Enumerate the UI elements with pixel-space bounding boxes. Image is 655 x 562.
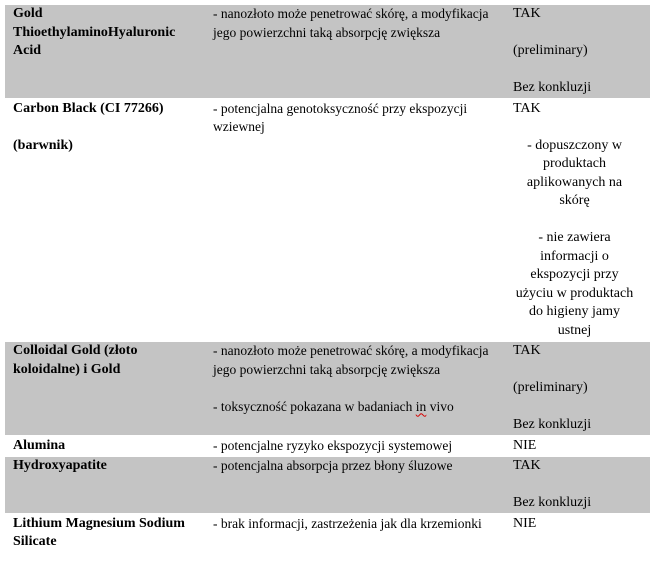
status-qualifier: (preliminary) bbox=[513, 43, 588, 58]
status-qualifier: (preliminary) bbox=[513, 380, 588, 395]
status-value: TAK bbox=[513, 6, 541, 21]
risk-cell bbox=[205, 514, 505, 552]
status-value: NIE bbox=[513, 515, 537, 531]
status-value: NIE bbox=[513, 437, 537, 453]
status-cell bbox=[505, 456, 650, 514]
table-row bbox=[5, 436, 650, 457]
ingredient-cell bbox=[5, 436, 205, 457]
ingredient-name: Hydroxyapatite bbox=[13, 458, 107, 473]
status-cell bbox=[505, 341, 650, 436]
ingredient-cell bbox=[5, 99, 205, 342]
table-row bbox=[5, 5, 650, 99]
ingredient-cell bbox=[5, 5, 205, 99]
status-conclusion: Bez konkluzji bbox=[513, 80, 592, 95]
risk-cell bbox=[205, 436, 505, 457]
risk-cell bbox=[205, 99, 505, 342]
risk-text: - nanozłoto może penetrować skórę, a modyfikacja jego powierzchni taką absorpcję zwiększa bbox=[213, 6, 489, 40]
ingredient-assessment-table bbox=[5, 5, 650, 552]
spellcheck-word: in bbox=[415, 398, 427, 414]
status-cell bbox=[505, 514, 650, 552]
risk-text: - potencjalna genotoksyczność przy ekspozycji wziewnej bbox=[213, 100, 468, 134]
risk-text: - brak informacji, zastrzeżenia jak dla krzemionki bbox=[213, 515, 482, 531]
table-row bbox=[5, 514, 650, 552]
risk-cell bbox=[205, 5, 505, 99]
status-cell bbox=[505, 436, 650, 457]
table-row bbox=[5, 456, 650, 514]
table-row bbox=[5, 341, 650, 436]
risk-text bbox=[213, 398, 497, 417]
risk-text: - nanozłoto może penetrować skórę, a modyfikacja jego powierzchni taką absorpcję zwiększa bbox=[213, 343, 489, 377]
risk-text-part: vivo bbox=[429, 398, 454, 414]
status-value: TAK bbox=[513, 458, 541, 473]
ingredient-name: Alumina bbox=[13, 437, 66, 453]
risk-cell bbox=[205, 341, 505, 436]
ingredient-name: Lithium Magnesium Sodium Silicate bbox=[13, 515, 185, 549]
status-note: - dopuszczony w produktach aplikowanych na skórę bbox=[526, 137, 623, 208]
risk-text: - potencjalna absorpcja przez błony śluzowe bbox=[213, 458, 453, 473]
status-cell bbox=[505, 99, 650, 342]
status-note: - nie zawiera informacji o ekspozycji przy użyciu w produktach do higieny jamy ustnej bbox=[515, 230, 634, 338]
ingredient-subtitle: (barwnik) bbox=[13, 137, 73, 153]
ingredient-name: Carbon Black (CI 77266) bbox=[13, 100, 164, 116]
status-value: TAK bbox=[513, 100, 541, 116]
table-row bbox=[5, 99, 650, 342]
status-conclusion: Bez konkluzji bbox=[513, 417, 592, 432]
risk-text: - potencjalne ryzyko ekspozycji systemowej bbox=[213, 437, 453, 453]
risk-text-part: - toksyczność pokazana w badaniach bbox=[213, 398, 413, 414]
ingredient-cell bbox=[5, 456, 205, 514]
ingredient-name: Gold ThioethylaminoHyaluronic Acid bbox=[13, 6, 176, 58]
ingredient-cell bbox=[5, 341, 205, 436]
status-cell bbox=[505, 5, 650, 99]
risk-cell bbox=[205, 456, 505, 514]
status-conclusion: Bez konkluzji bbox=[513, 495, 592, 510]
ingredient-name: Colloidal Gold (złoto koloidalne) i Gold bbox=[13, 343, 138, 377]
ingredient-cell bbox=[5, 514, 205, 552]
status-value: TAK bbox=[513, 343, 541, 358]
